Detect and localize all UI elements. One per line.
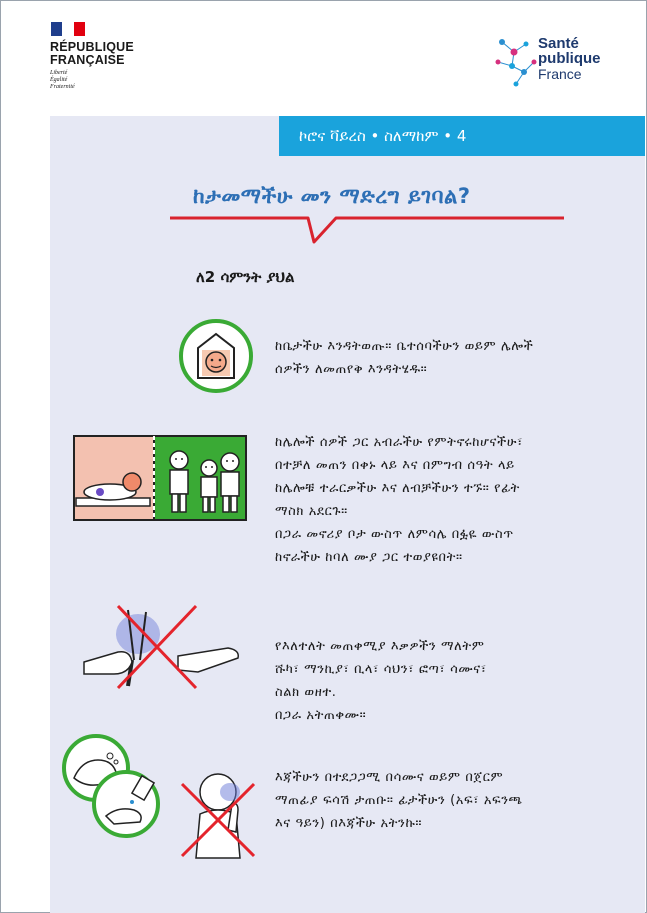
rf-motto-3: Fraternité: [50, 84, 75, 90]
republique-francaise-logo: [50, 22, 140, 91]
sante-publique-france-logo: [492, 32, 622, 96]
spf-line1: Santé: [538, 35, 579, 52]
rf-motto-1: Liberté: [50, 70, 68, 76]
topic-banner: ኮሮና ቫይረስ • ስለማከም • 4: [279, 116, 645, 156]
advice-isolate-text: ከሌሎች ሰዎች ጋር አብራችሁ የምትኖሩከሆናችሁ፣ በተቻለ መጠን በቀኑ ላይ እና በምግብ ሰዓት ላይ ከሌሎቹ ተራርቃችሁ እና ለብቻችሁን ተኙ። የፊት ማስክ አደርጉ። በጋራ መኖሪያ ቦታ ውስጥ ለምሳሌ በፏዬ ውስጥ ከኖራችሁ ከባለ ሙያ ጋር ተወያዩበት።: [275, 435, 523, 565]
spf-line3: France: [538, 66, 582, 82]
network-dots-icon: [492, 32, 538, 92]
rf-motto-2: Égalité: [50, 77, 68, 83]
rf-title-line2: FRANÇAISE: [50, 53, 125, 67]
french-flag-icon: [51, 22, 85, 36]
duration-subtitle: ለ2 ሳምንት ያህል: [196, 268, 295, 286]
stay-home-icon: [178, 318, 254, 394]
advice-wash-hands-text: እጃችሁን በተደጋጋሚ በሳሙና ወይም በጀርም ማጠፊያ ፍሳሽ ታጠቡ። ፊታችሁን (አፍ፣ አፍንጫ እና ዓይን) በእጃችሁ አትንኩ።: [275, 770, 523, 831]
rf-title-line1: RÉPUBLIQUE: [50, 40, 134, 54]
advice-no-sharing-text: የእለተለት መጠቀሚያ እቃዎችን ማለትም ሹካ፣ ማንኪያ፣ ቢላ፣ ሳህን፣ ፎጣ፣ ሳሙና፣ ስልክ ወዘተ. በጋራ አትጠቀሙ።: [275, 639, 487, 723]
no-face-touching-icon: [178, 770, 258, 860]
hand-washing-icon: [58, 730, 168, 840]
speech-bubble-underline: [168, 212, 568, 248]
isolation-room-icon: [70, 432, 248, 524]
no-sharing-utensils-icon: [78, 600, 246, 692]
advice-stay-home-text: ከቤታችሁ እንዳትወጡ። ቤተሰባችሁን ወይም ሌሎች ሰዎችን ለመጠየቅ እንዳትሄዱ።: [275, 339, 534, 377]
spf-line2: publique: [538, 50, 601, 67]
question-heading: ከታመማችሁ መን ማድረግ ይገባል?: [193, 184, 471, 208]
